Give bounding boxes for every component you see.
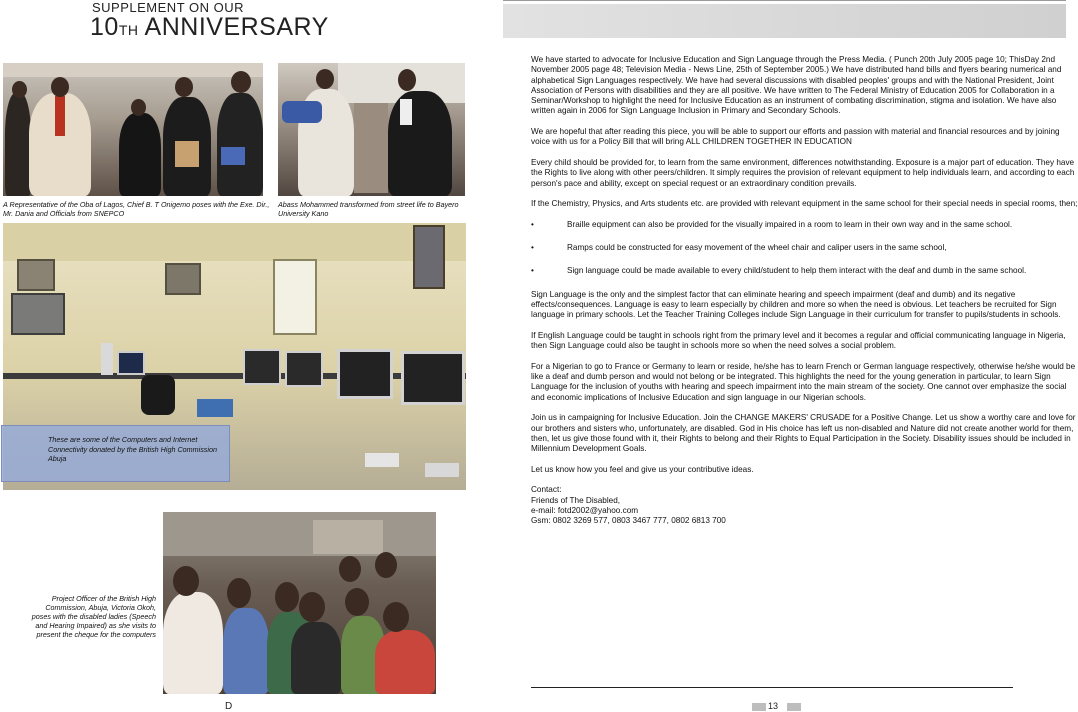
contact-gsm: Gsm: 0802 3269 577, 0803 3467 777, 0802 6813 700 — [531, 516, 726, 526]
contact-org: Friends of The Disabled, — [531, 495, 621, 505]
bullet-text: Ramps could be constructed for easy movement of the wheel chair and caliper users in the same school, — [567, 243, 947, 253]
page-number-box-right — [787, 703, 801, 711]
anniversary-heading — [90, 13, 329, 42]
header-bar — [503, 4, 1066, 38]
bullet-icon: • — [531, 219, 534, 229]
paragraph-hopeful: We are hopeful that after reading this piece, you will be able to support our efforts and passion with material and financial resources and by joining voice with us for a Policy Bill that will bring ALL CHILDREN TOGETHER IN EDUCATION — [531, 127, 1060, 147]
paragraph-every-child: Every child should be provided for, to learn from the same environment, differences notwithstanding. Exposure is a major part of education. They have the Rights to live along with other peers/children. It simply requires the provision of relevant equipment to help individuals learn, and according to each person's pace and ability, except on special request or an extraordinary condition prevails. — [531, 157, 1075, 188]
bullet-text: Braille equipment can also be provided for the visually impaired in a room to learn in their own way and in the same school. — [567, 219, 1013, 229]
contact-block — [531, 485, 1078, 526]
page-number: 13 — [768, 701, 779, 711]
right-page — [500, 0, 1078, 712]
bullet-icon: • — [531, 243, 534, 253]
paragraph-let-us-know: Let us know how you feel and give us your contributive ideas. — [531, 464, 754, 474]
page-number-box-left — [752, 703, 766, 711]
photo2-caption: Abass Mohammed transformed from street life to Bayero University Kano — [278, 200, 459, 218]
photo-abass-mohammed — [278, 63, 465, 196]
supplement-heading: SUPPLEMENT ON OUR — [92, 0, 245, 15]
left-page-marker: D — [225, 701, 233, 712]
list-item — [531, 220, 1078, 230]
contact-email: e-mail: fotd2002@yahoo.com — [531, 505, 639, 515]
article-body — [531, 55, 1078, 526]
photo-project-officer — [163, 512, 436, 694]
bullet-icon: • — [531, 266, 534, 276]
anniversary-word: ANNIVERSARY — [138, 13, 329, 41]
anniversary-suffix: TH — [118, 22, 139, 38]
photo3-caption: These are some of the Computers and Internet Connectivity donated by the British High Commission Abuja — [48, 435, 217, 463]
anniversary-number: 10 — [90, 13, 119, 41]
list-item — [531, 243, 1078, 253]
contact-label: Contact: — [531, 485, 562, 495]
paragraph-sign-language: Sign Language is the only and the simplest factor that can eliminate hearing and speech impairment (deaf and dumb) and its negative effects/consequences. Language is easy to learn especially by children and more so when the need is obvious. Let teachers be recruited for Sign language in primary schools. Let the Teacher Training Colleges include Sign Language in their curriculum for transfer to pupils/students in schools. — [531, 289, 1061, 320]
photo-oba-representative — [3, 63, 263, 196]
paragraph-advocacy: We have started to advocate for Inclusive Education and Sign Language through the Press Media. ( Punch 20th July 2005 page 10; ThisDay 2nd November 2005 page 48; Television Media - News Line, 25th of September 2005.) We have distributed hand bills and flyers bearing numerical and alphabetical Sign Languages respectively. We have had several discussions with disabled peoples' groups and with the National President, Joint Association of Persons with disabilities and they are all positive. We have written to The Federal Ministry of Education 2005 for Collaboration in a Seminar/Workshop to highlight the need for Inclusive Education as an instrument of combating discrimination, stigma and isolation. We have also written again in 2006 for Sign Language Inclusion in Primary and Secondary Schools. — [531, 55, 1062, 116]
footer-rule — [531, 687, 1013, 688]
paragraph-equipment: If the Chemistry, Physics, and Arts students etc. are provided with relevant equipment in the same school for their special needs in special rooms, then; — [531, 199, 1078, 209]
photo1-caption: A Representative of the Oba of Lagos, Chief B. T Onigemo poses with the Exe. Dir., Mr. Dania and Officials from SNEPCO — [3, 200, 270, 218]
left-page — [0, 0, 500, 712]
photo4-caption: Project Officer of the British High Commission, Abuja, Victoria Okoh, poses with the disabled ladies (Speech and Hearing Impaired) as she visits to present the cheque for the computers — [31, 594, 156, 639]
paragraph-join-us: Join us in campaigning for Inclusive Education. Join the CHANGE MAKERS' CRUSADE for a Positive Change. Let us show a worthy care and love for our brothers and sisters who, unfortunately, are disabled. God in His choice has left us non-disabled and Nature did not create another world for them, then, let us give those found with it, their Rights to belong and their Rights to Equal Participation in the Society. Disability issues should be included in Millennium Development Goals. — [531, 413, 1076, 454]
bullet-list — [531, 220, 1078, 277]
paragraph-france: For a Nigerian to go to France or Germany to learn or reside, he/she has to learn French or German language respectively, otherwise he/she would be like a deaf and dumb person and would not belong or be integrated. This highlights the need for the young generation in particular, to learn Sign Language for the inclusion of youths with hearing and speech impairment into the main stream of the society. One cannot over emphasize the social and economic implications of Inclusive Education and sign language in our Nigerian schools. — [531, 361, 1076, 402]
bullet-text: Sign language could be made available to every child/student to help them interact with the deaf and dumb in the same school. — [567, 266, 1027, 276]
list-item — [531, 266, 1078, 276]
paragraph-english: If English Language could be taught in schools right from the primary level and it becomes a regular and official communicating language in Nigeria, then Sign Language could also be taught in schools more so when the need solves a social problem. — [531, 330, 1066, 351]
header-rule — [503, 0, 1066, 1]
